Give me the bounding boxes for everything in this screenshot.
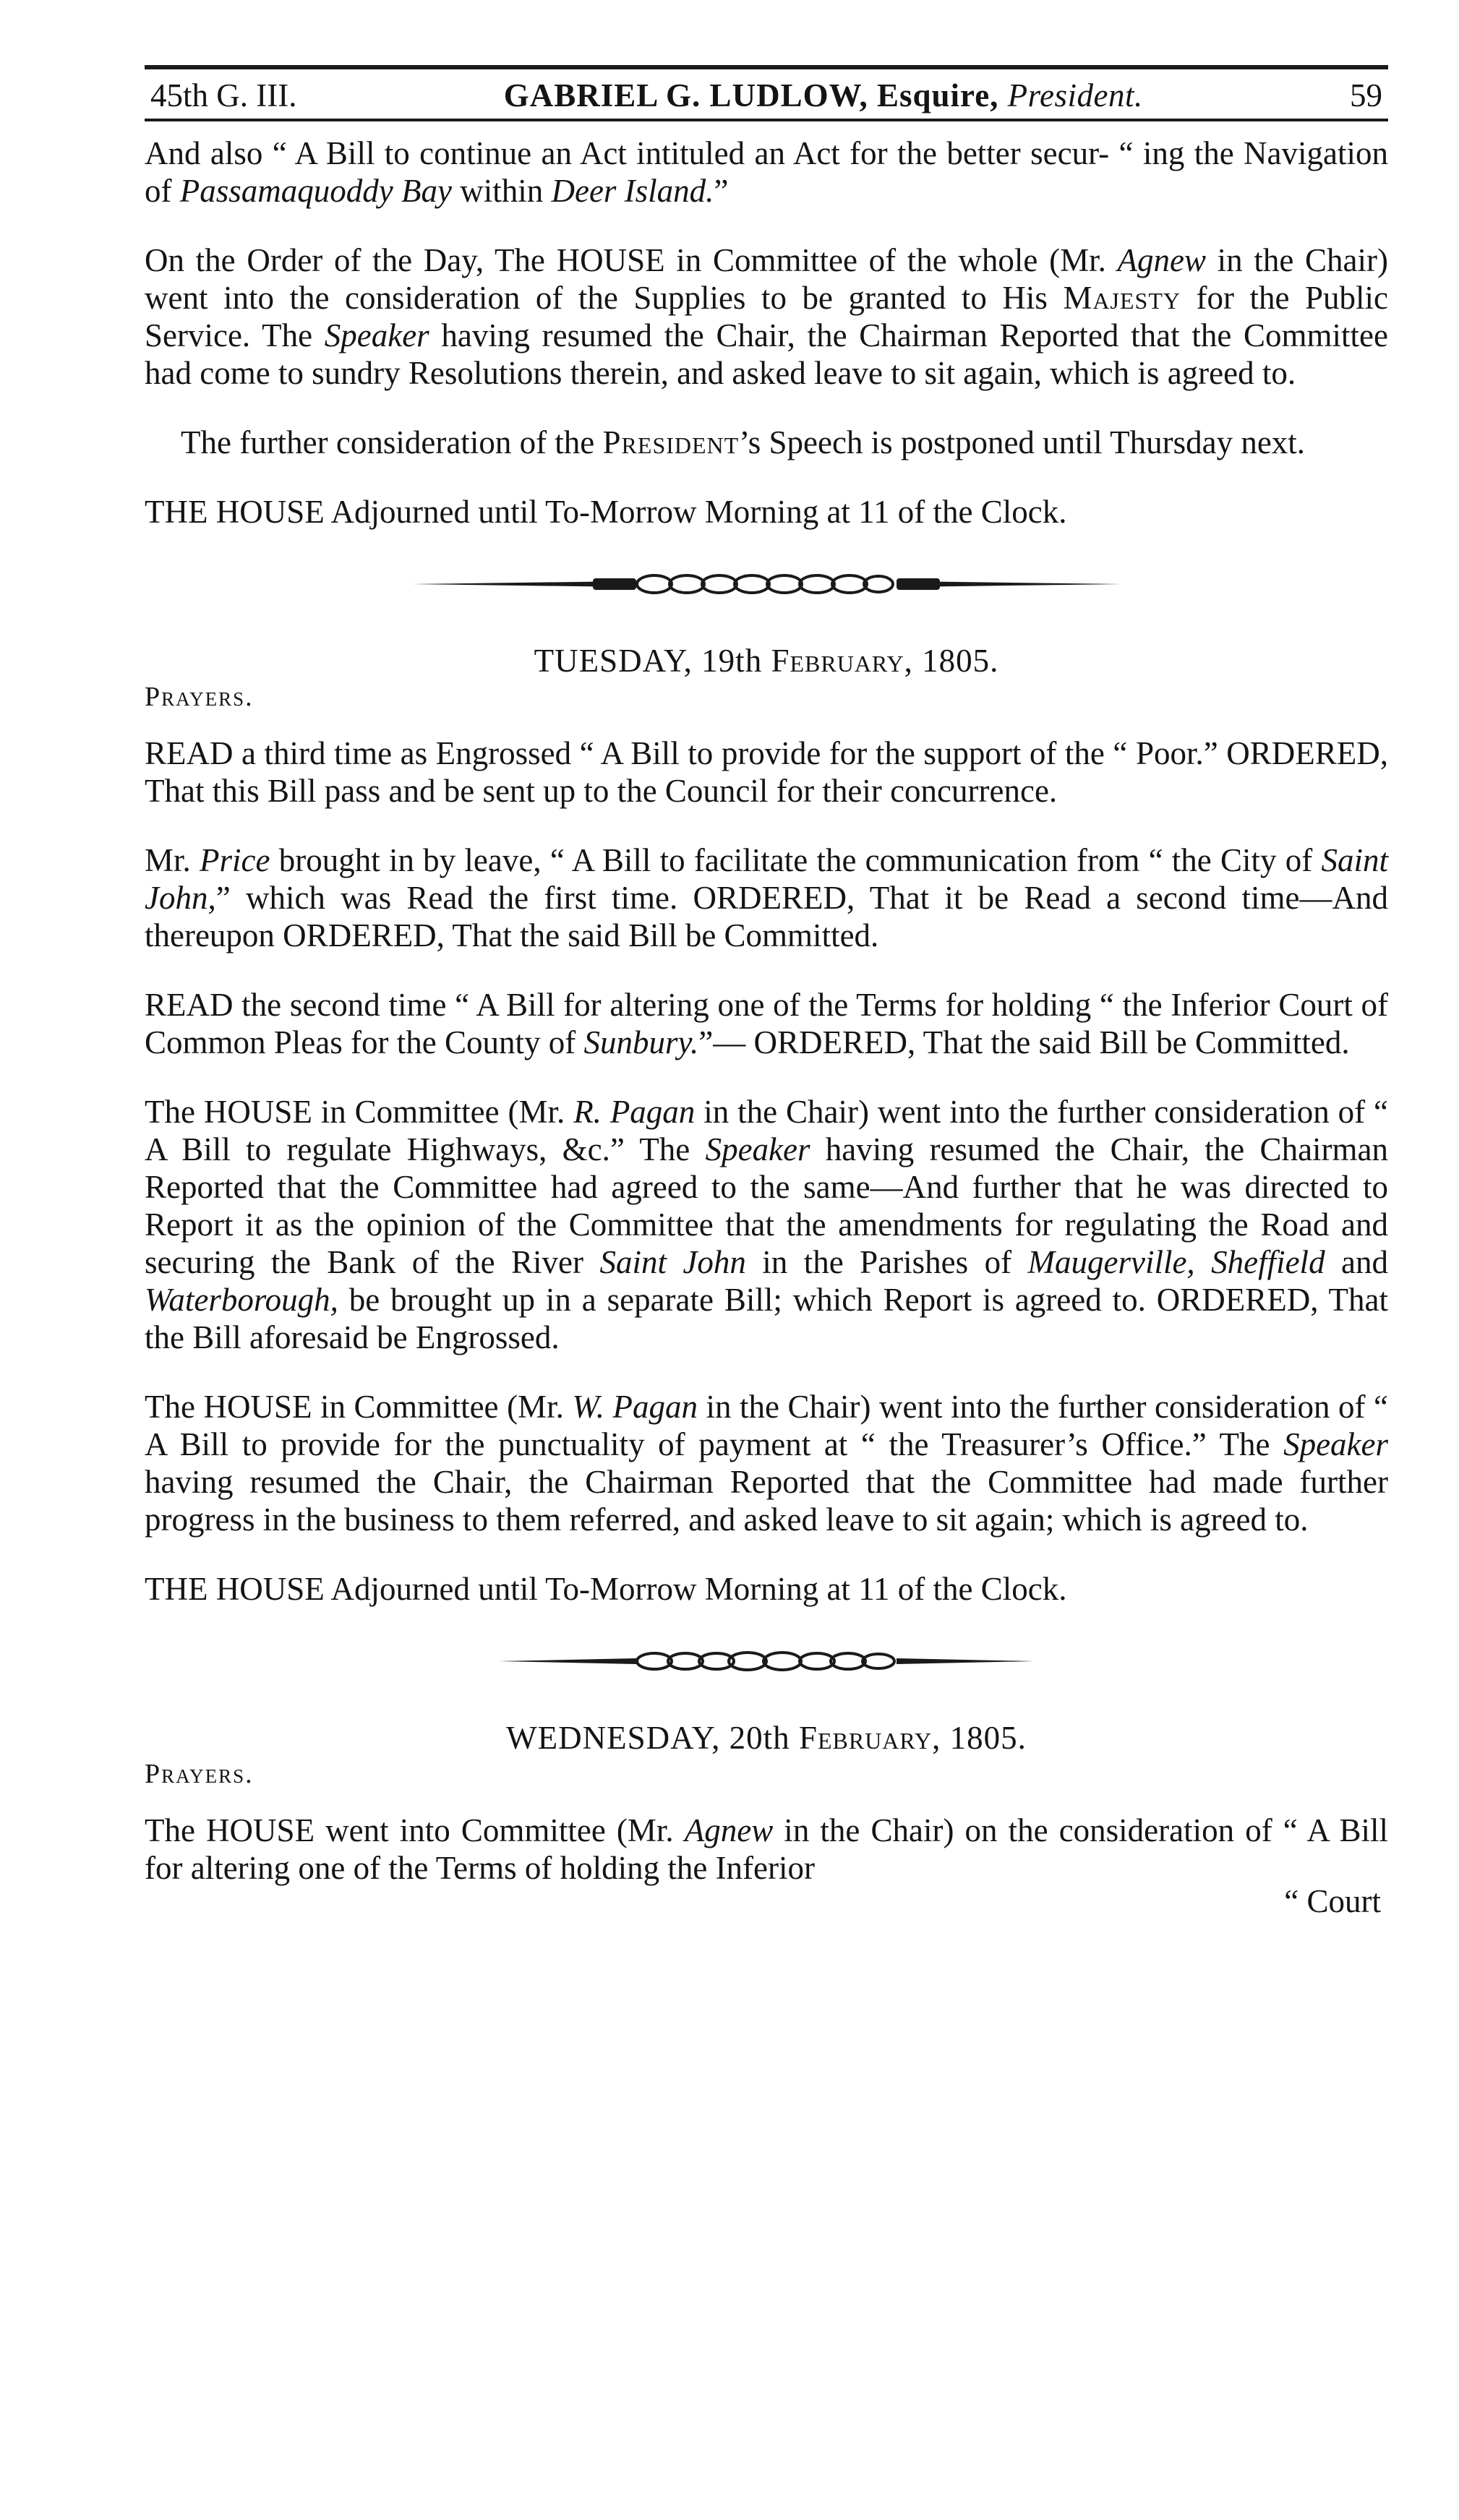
paragraph-saint-john-bill: Mr. Price brought in by leave, “ A Bill to facilitate the communication from “ the City of Saint John,” which was Read the first time. ORDERED, That it be Read a second time—And thereupon ORDERED, That the said Bill be Committed.: [145, 842, 1389, 953]
paragraph-wednesday-committee: The HOUSE went into Committee (Mr. Agnew in the Chair) on the consideration of “ A Bill for altering one of the Terms of holding the Inferior: [145, 1812, 1388, 1886]
paragraph-inferior-court-bill: READ the second time “ A Bill for altering one of the Terms for holding “ the Inferior Court of Common Pleas for the County of Sunbury.”— ORDERED, That the said Bill be Committed.: [145, 987, 1388, 1060]
page-number: 59: [1350, 77, 1382, 113]
prayers-label: Prayers.: [145, 682, 254, 712]
ornamental-divider: [145, 562, 1388, 606]
running-header: [145, 69, 1388, 119]
paragraph-poor-bill: READ a third time as Engrossed “ A Bill to provide for the support of the “ Poor.” ORDERED, That this Bill pass and be sent up to the Council for their concurrence.: [145, 735, 1388, 809]
header-bottom-rule: [145, 119, 1388, 121]
ornament-chain-icon: [499, 1647, 1034, 1676]
paragraph-adjournment-2: THE HOUSE Adjourned until To-Morrow Morning at 11 of the Clock.: [145, 1571, 1067, 1607]
paragraph-highways-bill: The HOUSE in Committee (Mr. R. Pagan in the Chair) went into the further consideration of “ A Bill to regulate Highways, &c.” The Speaker having resumed the Chair, the Chairman Reported that the Committee had agreed to the same—And further that he was directed to Report it as the opinion of the Committee that the amendments for regulating the Road and securing the Bank of the River Saint John in the Parishes of Maugerville, Sheffield and Waterborough, be brought up in a separate Bill; which Report is agreed to. ORDERED, That the Bill aforesaid be Engrossed.: [145, 1094, 1389, 1355]
ornament-chain-icon: [412, 570, 1121, 599]
paragraph-treasurer-bill: The HOUSE in Committee (Mr. W. Pagan in the Chair) went into the further consideration of “ A Bill to provide for the punctuality of payment at “ the Treasurer’s Office.” The Speaker having resumed the Chair, the Chairman Reported that the Committee had made further progress in the business to them referred, and asked leave to sit again; which is agreed to.: [145, 1389, 1388, 1538]
running-title: GABRIEL G. LUDLOW, Esquire, President.: [503, 77, 1143, 113]
paragraph-bill-passamaquoddy: And also “ A Bill to continue an Act intituled an Act for the better secur- “ ing the Navigation of Passamaquoddy Bay within Deer Island.”: [145, 135, 1388, 209]
paragraph-supplies-committee: On the Order of the Day, The HOUSE in Committee of the whole (Mr. Agnew in the Chair) went into the consideration of the Supplies to be granted to His Majesty for the Public Service. The Speaker having resumed the Chair, the Chairman Reported that the Committee had come to sundry Resolutions therein, and asked leave to sit again, which is agreed to.: [145, 242, 1389, 391]
regnal-year: 45th G. III.: [150, 77, 297, 113]
document-page: [145, 58, 1388, 1920]
day-heading-wednesday: WEDNESDAY, 20th February, 1805.: [506, 1720, 1027, 1756]
paragraph-presidents-speech: The further consideration of the President’s Speech is postponed until Thursday next.: [181, 424, 1306, 460]
day-heading-tuesday: TUESDAY, 19th February, 1805.: [534, 643, 999, 679]
prayers-label: Prayers.: [145, 1759, 254, 1789]
paragraph-adjournment-1: THE HOUSE Adjourned until To-Morrow Morning at 11 of the Clock.: [145, 494, 1067, 530]
catchword: “ Court: [1284, 1883, 1381, 1919]
ornamental-divider: [145, 1640, 1388, 1683]
